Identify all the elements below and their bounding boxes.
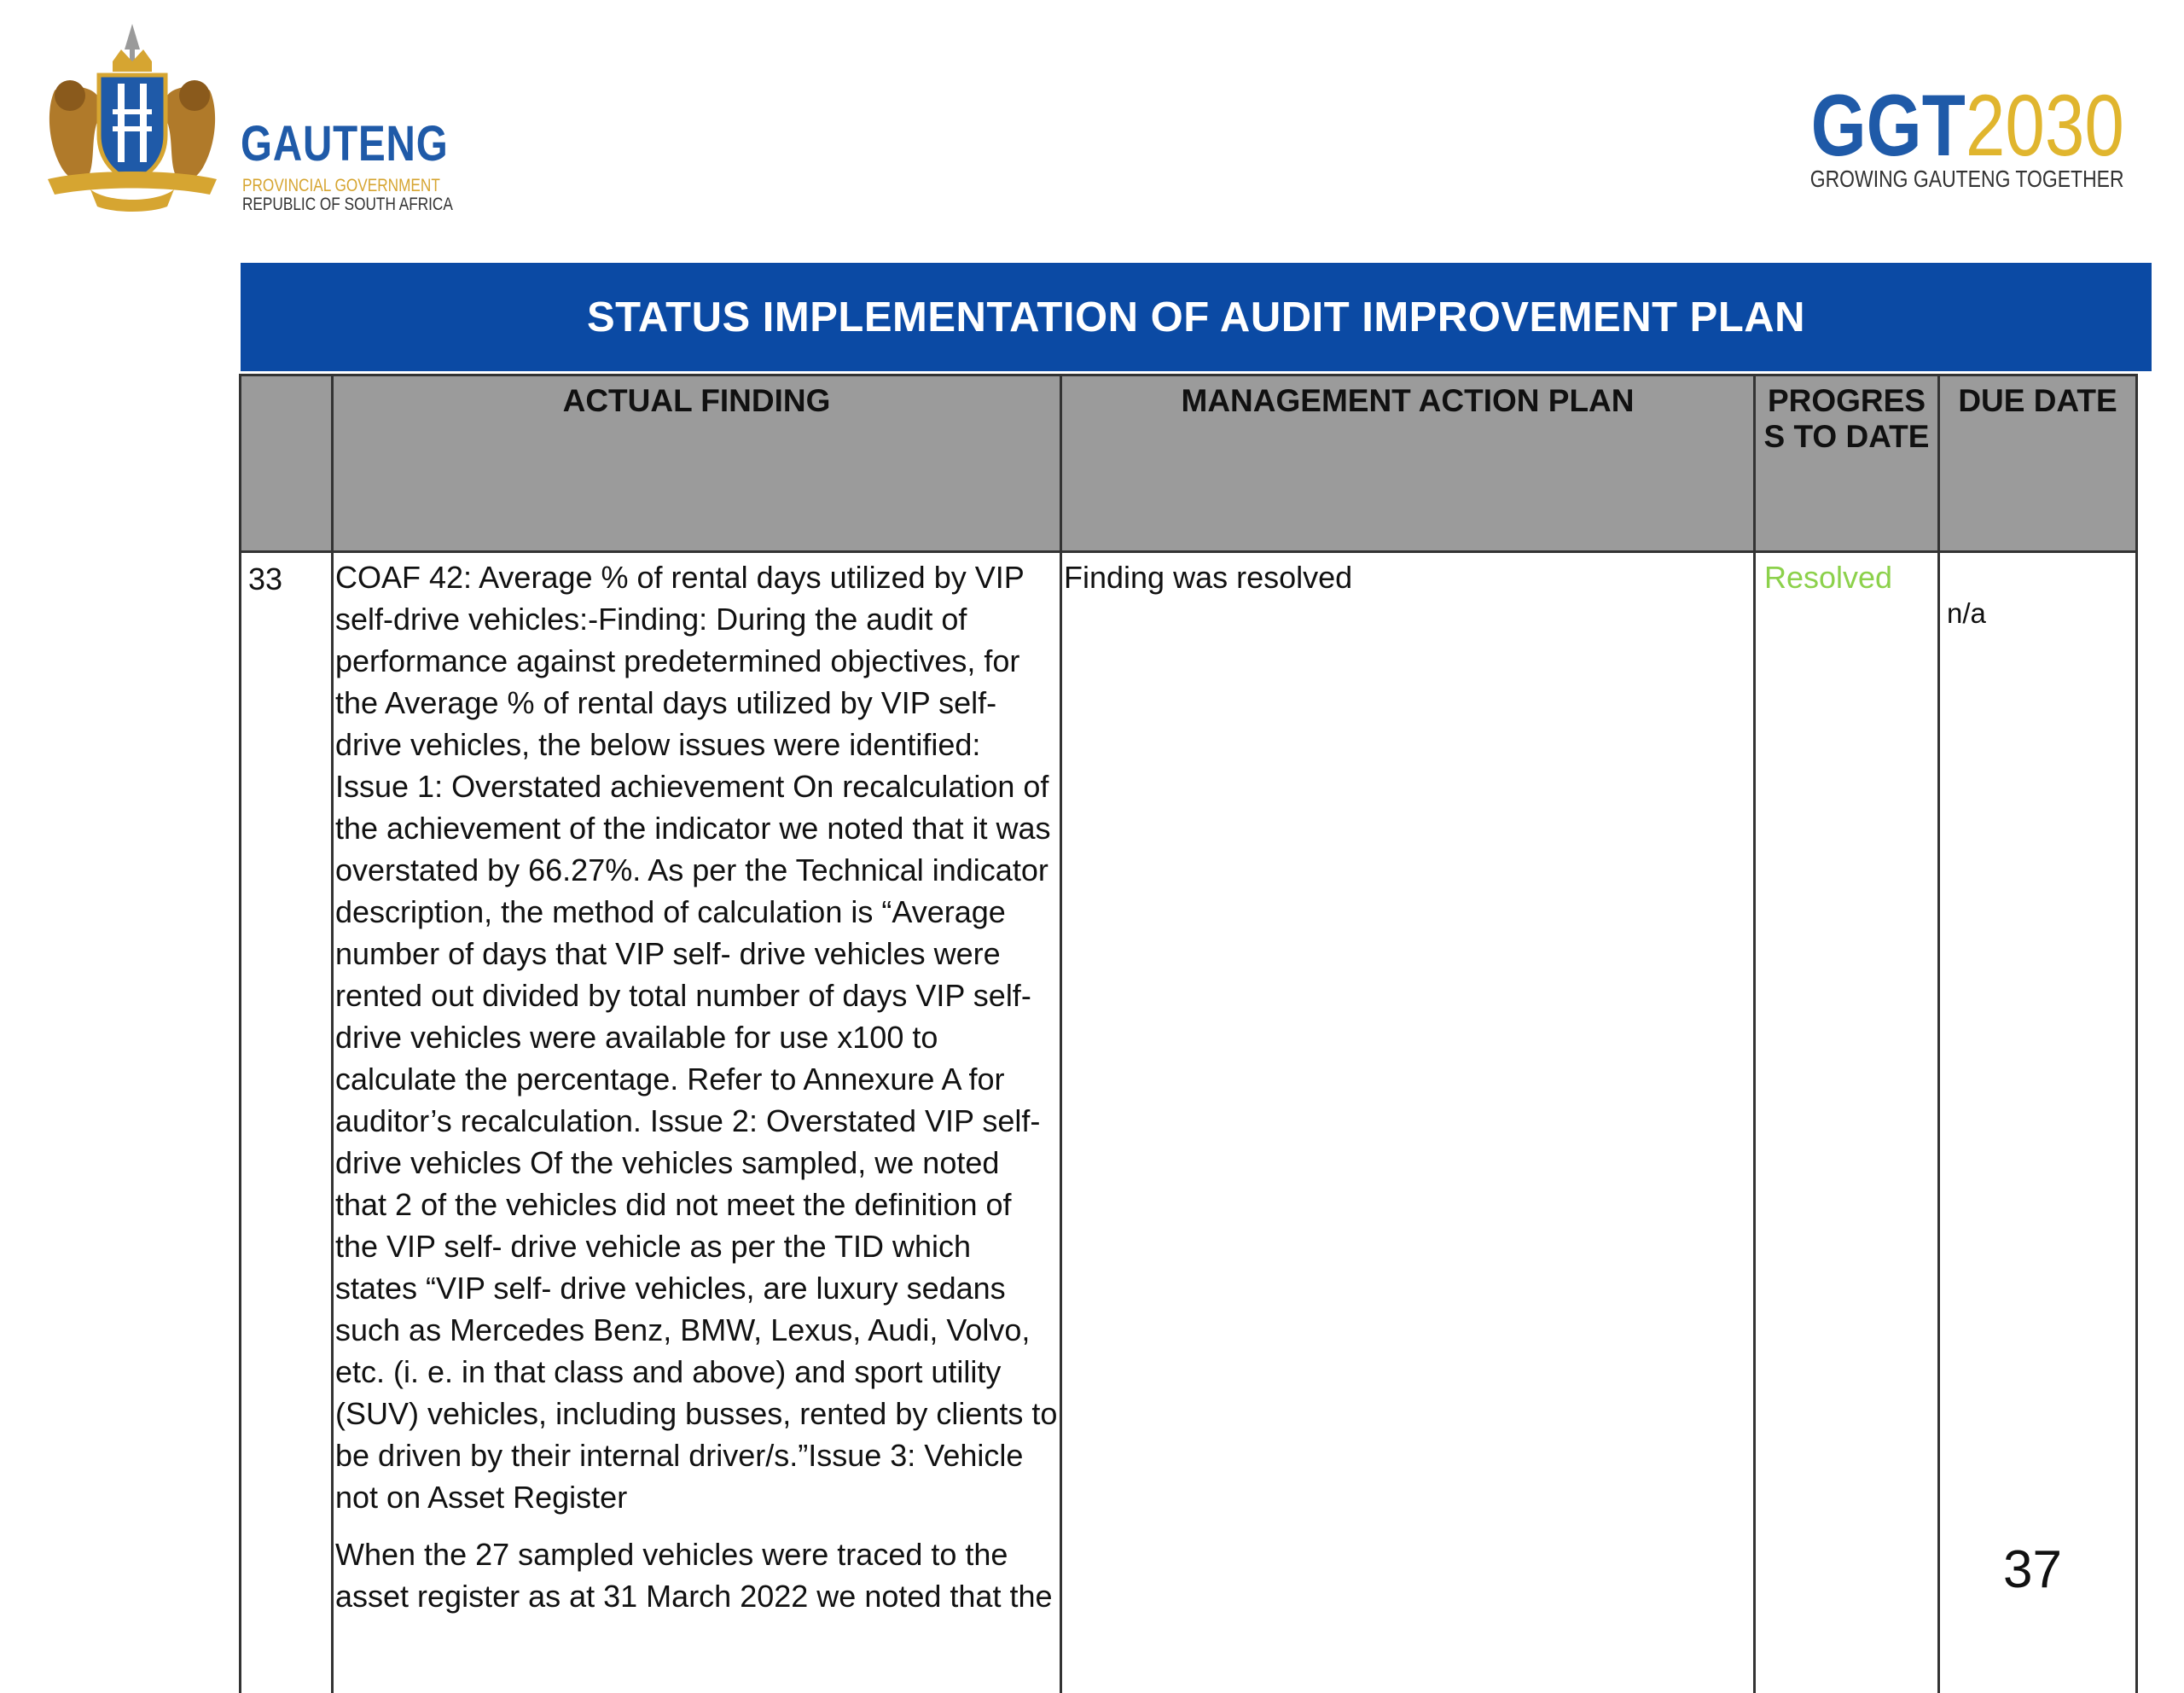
title-banner xyxy=(241,263,2152,371)
actual-finding-cell xyxy=(333,552,1061,1693)
column-header-progress: PROGRES S TO DATE xyxy=(1755,375,1939,552)
finding-paragraph: COAF 42: Average % of rental days utilized by VIP self-drive vehicles:-Finding: During the audit of performance against predetermined objectives, for the Average % of rental days utilized by VIP self-drive vehicles, the below issues were identified: Issue 1: Overstated achievement On recalculation of the achievement of the indicator we noted that it was overstated by 66.27%. As per the Technical indicator description, the method of calculation is “Average number of days that VIP self- drive vehicles were rented out divided by total number of days VIP self- drive vehicles were available for use x100 to calculate the percentage. Refer to Annexure A for auditor’s recalculation. Issue 2: Overstated VIP self-drive vehicles Of the vehicles sampled, we noted that 2 of the vehicles did not meet the definition of the VIP self- drive vehicle as per the TID which states “VIP self- drive vehicles, are luxury sedans such as Mercedes Benz, BMW, Lexus, Audi, Volvo, etc. (i. e. in that class and above) and sport utility (SUV) vehicles, including busses, rented by clients to be driven by their internal driver/s.”Issue 3: Vehicle not on Asset Register xyxy=(335,556,1058,1518)
due-date-cell: n/a xyxy=(1939,552,2137,1693)
column-header-management-action-plan: MANAGEMENT ACTION PLAN xyxy=(1061,375,1755,552)
table-row xyxy=(241,552,2137,1693)
republic-label: REPUBLIC OF SOUTH AFRICA xyxy=(242,195,453,215)
finding-paragraph: When the 27 sampled vehicles were traced to the asset register as at 31 March 2022 we noted that the xyxy=(335,1533,1058,1617)
provincial-government-label: PROVINCIAL GOVERNMENT xyxy=(242,176,440,196)
audit-plan-table-container xyxy=(239,374,2135,1638)
column-header-actual-finding: ACTUAL FINDING xyxy=(333,375,1061,552)
row-number: 33 xyxy=(241,552,333,1693)
management-action-cell: Finding was resolved xyxy=(1061,552,1755,1693)
page-title: STATUS IMPLEMENTATION OF AUDIT IMPROVEMENT PLAN xyxy=(587,294,1805,341)
ggt-text: GGT xyxy=(1811,77,1966,174)
gauteng-logo xyxy=(39,24,449,212)
ggt-tagline: GROWING GAUTENG TOGETHER xyxy=(1810,166,2124,193)
ggt-year: 2030 xyxy=(1966,77,2124,174)
ggt2030-logo xyxy=(1834,82,2124,193)
gauteng-wordmark: GAUTENG xyxy=(241,119,449,169)
ggt2030-wordmark xyxy=(1811,82,2124,169)
coat-of-arms-icon xyxy=(39,24,225,212)
table-header-row xyxy=(241,375,2137,552)
audit-plan-table xyxy=(239,374,2138,1693)
page-number: 37 xyxy=(2003,1539,2062,1600)
column-header-number xyxy=(241,375,333,552)
progress-status: Resolved xyxy=(1755,552,1939,1693)
column-header-due-date: DUE DATE xyxy=(1939,375,2137,552)
